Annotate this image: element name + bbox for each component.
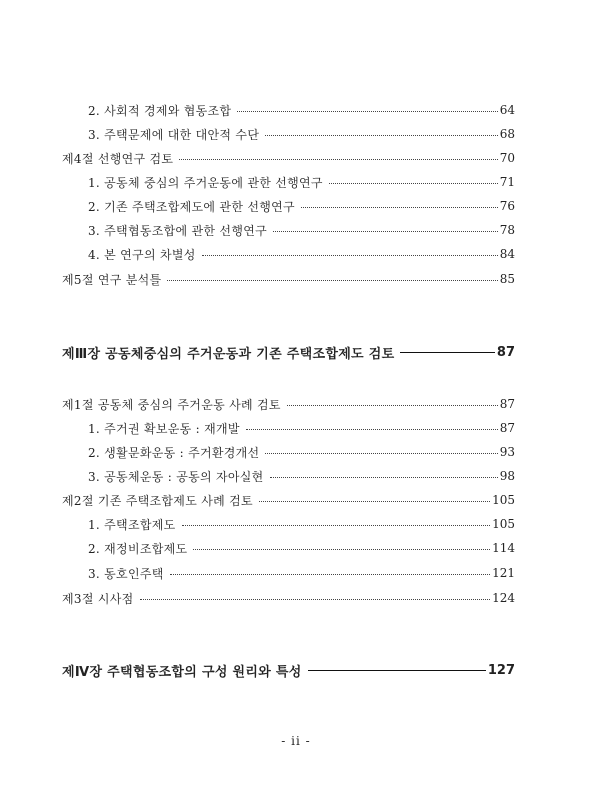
toc-entry-page: 87: [499, 397, 515, 411]
toc-entry-title: 2. 생활문화운동 : 주거환경개선: [88, 445, 260, 460]
toc-entry[interactable]: [0, 220, 515, 240]
toc-entry-title: 2. 재정비조합제도: [88, 541, 188, 556]
toc-entry[interactable]: [0, 442, 515, 462]
toc-entry[interactable]: [0, 418, 515, 438]
toc-entry[interactable]: [0, 514, 515, 534]
toc-chapter-title: 제Ⅳ장 주택협동조합의 구성 원리와 특성: [62, 664, 302, 680]
toc-entry-title: 1. 주거권 확보운동 : 재개발: [88, 421, 240, 436]
toc-chapter-title: 제Ⅲ장 공동체중심의 주거운동과 기존 주택조합제도 검토: [62, 346, 395, 362]
toc-entry-page: 76: [499, 199, 515, 213]
toc-entry-title: 3. 주택문제에 대한 대안적 수단: [88, 127, 260, 142]
toc-entry[interactable]: [0, 538, 515, 558]
toc-leader: [265, 453, 497, 454]
toc-entry[interactable]: [0, 124, 515, 144]
toc-entry-page: 114: [492, 541, 515, 555]
toc-entry[interactable]: [0, 172, 515, 192]
toc-leader: [329, 183, 498, 184]
toc-entry-page: 98: [499, 469, 515, 483]
toc-entry-page: 68: [499, 127, 515, 141]
toc-leader: [170, 574, 490, 575]
toc-entry-title: 제1절 공동체 중심의 주거운동 사례 검토: [62, 397, 281, 412]
toc-entry-page: 64: [499, 103, 515, 117]
toc-entry-title: 2. 기존 주택조합제도에 관한 선행연구: [88, 199, 295, 214]
toc-entry-title: 3. 공동체운동 : 공동의 자아실현: [88, 469, 264, 484]
toc-leader: [287, 405, 498, 406]
toc-entry-page: 105: [492, 493, 515, 507]
toc-entry-page: 84: [499, 247, 515, 261]
toc-chapter-entry[interactable]: [0, 660, 515, 680]
toc-section-entry[interactable]: [0, 394, 515, 414]
toc-entry-page: 105: [492, 517, 515, 531]
toc-entry-title: 제4절 선행연구 검토: [62, 151, 174, 166]
toc-entry-title: 2. 사회적 경제와 협동조합: [88, 103, 232, 118]
toc-entry-page: 78: [499, 223, 515, 237]
toc-leader: [193, 549, 490, 550]
toc-entry-page: 121: [492, 566, 515, 580]
toc-entry-page: 93: [499, 445, 515, 459]
toc-entry-title: 제2절 기존 주택조합제도 사례 검토: [62, 493, 253, 508]
toc-entry[interactable]: [0, 244, 515, 264]
toc-section-entry[interactable]: [0, 269, 515, 289]
toc-entry-page: 87: [496, 344, 515, 360]
toc-entry[interactable]: [0, 563, 515, 583]
toc-section-entry[interactable]: [0, 148, 515, 168]
toc-leader: [246, 429, 498, 430]
toc-leader: [301, 207, 498, 208]
toc-entry-page: 85: [499, 272, 515, 286]
toc-leader: [237, 111, 497, 112]
toc-entry-title: 1. 주택조합제도: [88, 517, 176, 532]
toc-leader: [259, 501, 490, 502]
toc-leader: [273, 231, 498, 232]
toc-entry-title: 제3절 시사점: [62, 591, 134, 606]
toc-entry-page: 70: [499, 151, 515, 165]
toc-entry-title: 1. 공동체 중심의 주거운동에 관한 선행연구: [88, 175, 323, 190]
toc-leader: [167, 280, 497, 281]
toc-leader: [182, 525, 491, 526]
toc-entry[interactable]: [0, 100, 515, 120]
toc-entry-title: 3. 동호인주택: [88, 566, 164, 581]
toc-entry[interactable]: [0, 196, 515, 216]
page-number: - ii -: [281, 734, 311, 748]
toc-section-entry[interactable]: [0, 588, 515, 608]
toc-entry-page: 71: [499, 175, 515, 189]
toc-leader: [202, 255, 498, 256]
toc-entry-title: 제5절 연구 분석틀: [62, 272, 162, 287]
toc-entry-page: 87: [499, 421, 515, 435]
toc-entry-page: 124: [492, 591, 515, 605]
toc-leader: [400, 352, 494, 353]
toc-leader: [270, 477, 498, 478]
toc-leader: [140, 599, 491, 600]
toc-leader: [265, 135, 498, 136]
toc-entry-page: 127: [487, 662, 515, 678]
toc-leader: [179, 159, 497, 160]
toc-entry-title: 3. 주택협동조합에 관한 선행연구: [88, 223, 267, 238]
toc-leader: [308, 670, 486, 671]
toc-section-entry[interactable]: [0, 490, 515, 510]
toc-entry[interactable]: [0, 466, 515, 486]
toc-entry-title: 4. 본 연구의 차별성: [88, 247, 196, 262]
toc-chapter-entry[interactable]: [0, 342, 515, 362]
